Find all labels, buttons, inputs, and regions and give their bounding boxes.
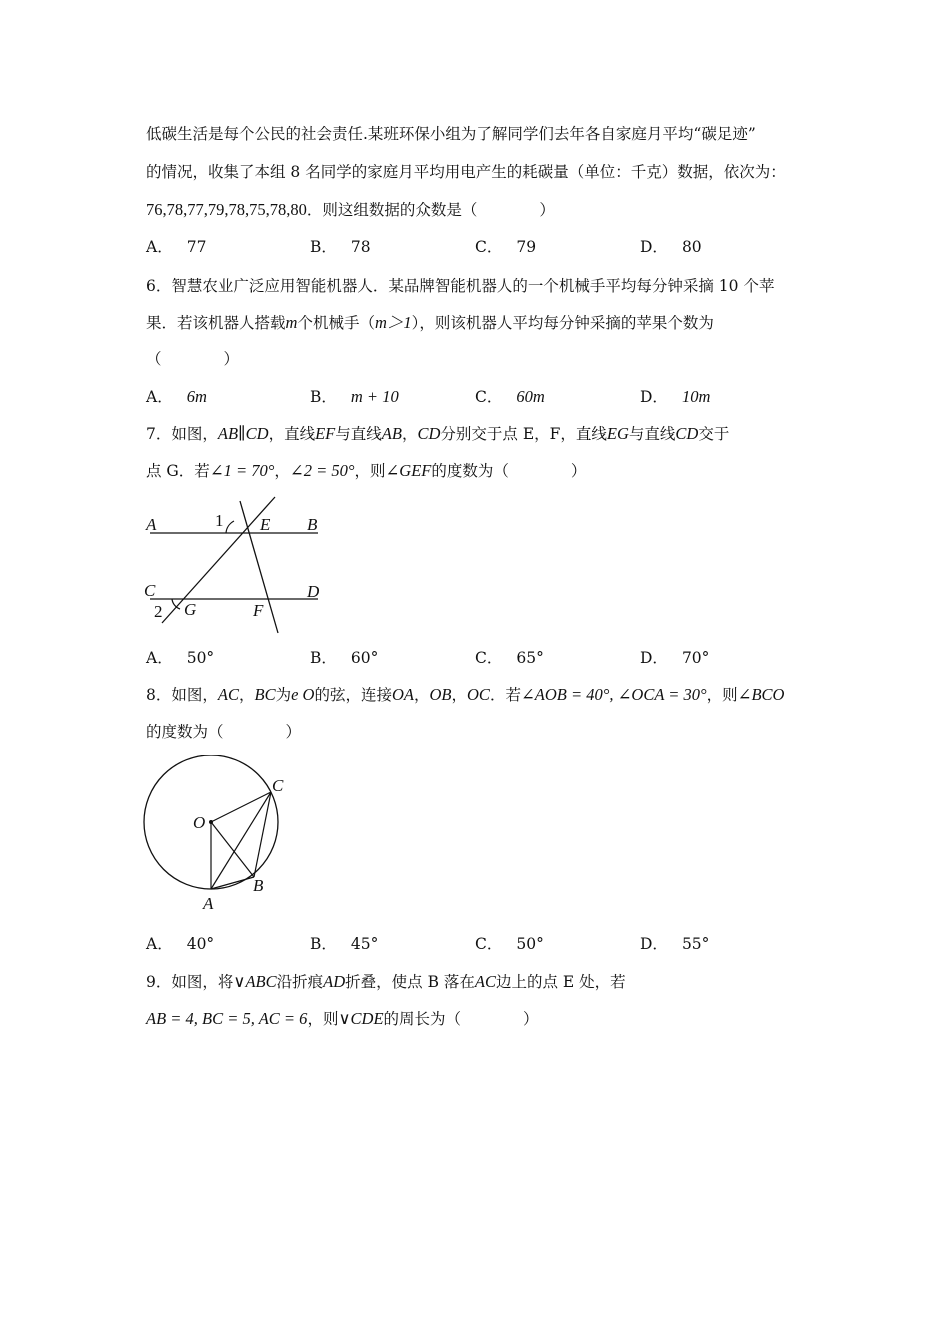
center-point-o xyxy=(209,820,213,824)
q6-option-c[interactable]: C． 60m xyxy=(475,387,545,406)
angle-1-arc xyxy=(226,521,234,533)
q7-figure xyxy=(140,495,340,640)
label-f: F xyxy=(253,601,264,620)
q8-line-2: 的度数为（ ） xyxy=(146,723,302,741)
label-e: E xyxy=(260,515,271,534)
q8-option-b[interactable]: B． 45° xyxy=(310,935,379,953)
label-c: C xyxy=(144,581,156,600)
q7-line-1: 7．如图，AB∥CD，直线EF与直线AB，CD分别交于点 E，F，直线EG与直线CD交于 xyxy=(146,424,730,443)
q7-option-a[interactable]: A． 50° xyxy=(146,649,215,667)
q5-data-list: 76,78,77,79,78,75,78,80 xyxy=(146,200,307,219)
q6-var-m: m xyxy=(285,313,298,332)
label-d: D xyxy=(307,582,320,601)
label-b: B xyxy=(253,876,264,895)
q6-line-3: （ ） xyxy=(146,350,240,368)
q7-option-c[interactable]: C． 65° xyxy=(475,649,544,667)
q5-option-b[interactable]: B． 78 xyxy=(310,238,371,256)
q8-option-c[interactable]: C． 50° xyxy=(475,935,544,953)
q8-line-1: 8．如图，AC，BC为e O的弦，连接OA，OB，OC．若∠AOB = 40°, ∠OCA = 30°，则∠BCO xyxy=(146,685,785,704)
q5-question-tail: ．则这组数据的众数是（ ） xyxy=(306,201,555,219)
q5-line-2: 的情况，收集了本组 8 名同学的家庭月平均用电产生的耗碳量（单位：千克）数据，依次为： xyxy=(146,163,786,181)
q8-option-d[interactable]: D． 55° xyxy=(640,935,710,953)
q5-option-c[interactable]: C． 79 xyxy=(475,238,537,256)
label-c: C xyxy=(272,776,284,795)
label-b: B xyxy=(307,515,318,534)
q8-option-a[interactable]: A． 40° xyxy=(146,935,215,953)
q5-line-1: 低碳生活是每个公民的社会责任.某班环保小组为了解同学们去年各自家庭月平均“碳足迹” xyxy=(146,125,756,143)
q6-option-d[interactable]: D． 10m xyxy=(640,387,711,406)
q7-option-b[interactable]: B． 60° xyxy=(310,649,379,667)
q6-line-1: 6．智慧农业广泛应用智能机器人．某品牌智能机器人的一个机械手平均每分钟采摘 10 个苹 xyxy=(146,277,775,295)
label-a: A xyxy=(146,515,157,534)
label-g: G xyxy=(184,600,197,619)
q9-line-1: 9．如图，将∨ABC沿折痕AD折叠，使点 B 落在AC边上的点 E 处，若 xyxy=(146,972,626,991)
label-angle-2: 2 xyxy=(154,602,163,621)
label-a: A xyxy=(203,894,214,913)
q7-option-d[interactable]: D． 70° xyxy=(640,649,710,667)
q5-line-3 xyxy=(146,200,555,220)
q5-option-a[interactable]: A． 77 xyxy=(146,238,207,256)
q6-condition: m＞1 xyxy=(374,313,412,332)
q6-line-2: 果．若该机器人搭载m个机械手（m＞1），则该机器人平均每分钟采摘的苹果个数为 xyxy=(146,313,714,332)
q6-option-b[interactable]: B． m + 10 xyxy=(310,387,399,406)
q8-figure xyxy=(140,755,300,915)
label-angle-1: 1 xyxy=(215,511,224,530)
label-o: O xyxy=(193,813,206,832)
q7-line-2: 点 G．若∠1 = 70°，∠2 = 50°，则∠GEF的度数为（ ） xyxy=(146,461,587,480)
q6-option-a[interactable]: A． 6m xyxy=(146,387,207,406)
q9-line-2: AB = 4, BC = 5, AC = 6，则∨CDE的周长为（ ） xyxy=(146,1009,539,1028)
q5-option-d[interactable]: D． 80 xyxy=(640,238,702,256)
